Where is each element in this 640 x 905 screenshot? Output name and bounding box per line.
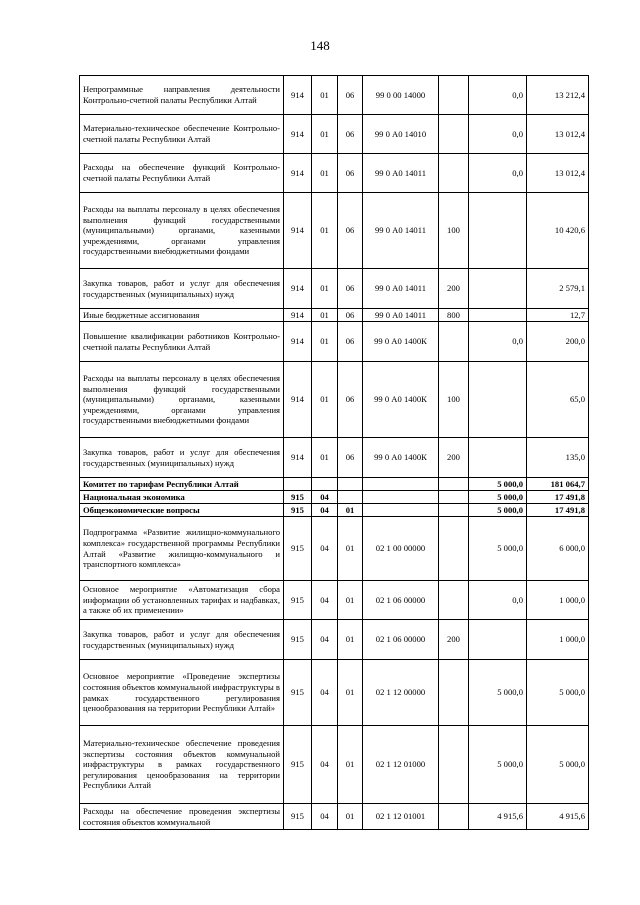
cell-expense-type xyxy=(439,517,469,581)
table-row xyxy=(80,309,589,322)
cell-subsection: 01 xyxy=(338,726,363,804)
cell-grbs: 914 xyxy=(284,76,312,115)
cell-amount-1: 5 000,0 xyxy=(469,504,527,517)
cell-amount-1 xyxy=(469,193,527,269)
cell-section: 01 xyxy=(312,438,338,478)
cell-amount-1 xyxy=(469,362,527,438)
table-row xyxy=(80,193,589,269)
cell-name: Основное мероприятие «Автоматизация сбора информации об установленных тарифах и надбавках, а также об их применении» xyxy=(80,581,284,620)
cell-expense-type: 200 xyxy=(439,269,469,309)
cell-amount-2: 1 000,0 xyxy=(527,620,589,660)
cell-name: Закупка товаров, работ и услуг для обеспечения государственных (муниципальных) нужд xyxy=(80,438,284,478)
table-row xyxy=(80,726,589,804)
cell-grbs: 914 xyxy=(284,438,312,478)
cell-expense-type xyxy=(439,504,469,517)
cell-subsection: 06 xyxy=(338,362,363,438)
table-body xyxy=(80,76,589,830)
table-row xyxy=(80,362,589,438)
cell-grbs: 914 xyxy=(284,269,312,309)
cell-name: Общеэкономические вопросы xyxy=(80,504,284,517)
cell-target-article: 02 1 12 01001 xyxy=(363,804,439,830)
cell-section: 04 xyxy=(312,804,338,830)
cell-target-article: 02 1 00 00000 xyxy=(363,517,439,581)
cell-subsection: 06 xyxy=(338,309,363,322)
cell-subsection: 01 xyxy=(338,504,363,517)
cell-grbs: 914 xyxy=(284,193,312,269)
table-row xyxy=(80,154,589,193)
cell-expense-type xyxy=(439,804,469,830)
cell-grbs: 915 xyxy=(284,491,312,504)
cell-subsection: 01 xyxy=(338,660,363,726)
cell-subsection: 01 xyxy=(338,620,363,660)
cell-name: Материально-техническое обеспечение проведения экспертизы состояния объектов коммунальной инфраструктуры в рамках государственного регулирования ценообразования на территории Республики Алтай xyxy=(80,726,284,804)
cell-target-article: 99 0 А0 14010 xyxy=(363,115,439,154)
cell-section: 01 xyxy=(312,115,338,154)
cell-subsection: 01 xyxy=(338,804,363,830)
cell-grbs: 915 xyxy=(284,581,312,620)
cell-amount-1 xyxy=(469,438,527,478)
cell-subsection xyxy=(338,491,363,504)
cell-name: Расходы на обеспечение функций Контрольно-счетной палаты Республики Алтай xyxy=(80,154,284,193)
cell-amount-1: 5 000,0 xyxy=(469,660,527,726)
cell-name: Иные бюджетные ассигнования xyxy=(80,309,284,322)
cell-amount-2: 200,0 xyxy=(527,322,589,362)
cell-amount-1: 4 915,6 xyxy=(469,804,527,830)
cell-grbs: 915 xyxy=(284,726,312,804)
cell-amount-1: 5 000,0 xyxy=(469,726,527,804)
cell-amount-2: 6 000,0 xyxy=(527,517,589,581)
table-row xyxy=(80,660,589,726)
cell-expense-type xyxy=(439,491,469,504)
table-row xyxy=(80,438,589,478)
cell-expense-type xyxy=(439,154,469,193)
cell-subsection: 01 xyxy=(338,581,363,620)
cell-name: Материально-техническое обеспечение Контрольно-счетной палаты Республики Алтай xyxy=(80,115,284,154)
cell-section: 04 xyxy=(312,620,338,660)
cell-subsection: 06 xyxy=(338,322,363,362)
cell-target-article xyxy=(363,504,439,517)
cell-expense-type: 100 xyxy=(439,193,469,269)
cell-section: 01 xyxy=(312,154,338,193)
cell-expense-type xyxy=(439,322,469,362)
cell-name: Расходы на обеспечение проведения экспертизы состояния объектов коммунальной xyxy=(80,804,284,830)
cell-section: 01 xyxy=(312,193,338,269)
cell-amount-2: 17 491,8 xyxy=(527,491,589,504)
cell-amount-2: 135,0 xyxy=(527,438,589,478)
cell-target-article xyxy=(363,478,439,491)
cell-expense-type: 100 xyxy=(439,362,469,438)
cell-amount-2: 2 579,1 xyxy=(527,269,589,309)
cell-subsection: 06 xyxy=(338,438,363,478)
cell-amount-2: 65,0 xyxy=(527,362,589,438)
cell-amount-1: 0,0 xyxy=(469,581,527,620)
table-row xyxy=(80,804,589,830)
table-row xyxy=(80,76,589,115)
table-row xyxy=(80,478,589,491)
cell-subsection: 06 xyxy=(338,154,363,193)
page-number: 148 xyxy=(310,38,330,53)
cell-target-article: 02 1 12 00000 xyxy=(363,660,439,726)
cell-section: 04 xyxy=(312,726,338,804)
cell-target-article: 02 1 06 00000 xyxy=(363,581,439,620)
cell-grbs: 914 xyxy=(284,115,312,154)
cell-name: Закупка товаров, работ и услуг для обеспечения государственных (муниципальных) нужд xyxy=(80,620,284,660)
cell-section: 04 xyxy=(312,517,338,581)
cell-subsection: 06 xyxy=(338,76,363,115)
cell-grbs: 914 xyxy=(284,362,312,438)
cell-target-article xyxy=(363,491,439,504)
cell-expense-type: 800 xyxy=(439,309,469,322)
cell-amount-2: 5 000,0 xyxy=(527,660,589,726)
cell-section: 04 xyxy=(312,491,338,504)
cell-name: Национальная экономика xyxy=(80,491,284,504)
cell-target-article: 99 0 А0 1400К xyxy=(363,362,439,438)
cell-expense-type xyxy=(439,581,469,620)
cell-amount-2: 13 012,4 xyxy=(527,154,589,193)
cell-target-article: 99 0 А0 14011 xyxy=(363,309,439,322)
cell-grbs: 915 xyxy=(284,660,312,726)
cell-amount-2: 10 420,6 xyxy=(527,193,589,269)
cell-amount-1: 0,0 xyxy=(469,76,527,115)
cell-section: 01 xyxy=(312,76,338,115)
cell-section xyxy=(312,478,338,491)
cell-subsection: 06 xyxy=(338,115,363,154)
cell-amount-1 xyxy=(469,620,527,660)
cell-amount-2: 13 212,4 xyxy=(527,76,589,115)
cell-section: 01 xyxy=(312,362,338,438)
cell-name: Основное мероприятие «Проведение экспертизы состояния объектов коммунальной инфраструктуры в рамках государственного регулирования ценообразования на территории Республики Алтай» xyxy=(80,660,284,726)
cell-subsection: 01 xyxy=(338,517,363,581)
cell-name: Повышение квалификации работников Контрольно-счетной палаты Республики Алтай xyxy=(80,322,284,362)
cell-amount-1: 0,0 xyxy=(469,154,527,193)
cell-amount-1: 5 000,0 xyxy=(469,491,527,504)
cell-amount-1: 0,0 xyxy=(469,115,527,154)
cell-section: 01 xyxy=(312,269,338,309)
cell-expense-type: 200 xyxy=(439,438,469,478)
cell-amount-1 xyxy=(469,309,527,322)
cell-subsection xyxy=(338,478,363,491)
cell-target-article: 99 0 00 14000 xyxy=(363,76,439,115)
cell-subsection: 06 xyxy=(338,269,363,309)
table-row xyxy=(80,115,589,154)
table-row xyxy=(80,581,589,620)
cell-grbs: 914 xyxy=(284,154,312,193)
table-row xyxy=(80,504,589,517)
cell-grbs: 914 xyxy=(284,322,312,362)
table-row xyxy=(80,269,589,309)
table-row xyxy=(80,322,589,362)
table-row xyxy=(80,517,589,581)
cell-amount-2: 13 012,4 xyxy=(527,115,589,154)
cell-amount-2: 4 915,6 xyxy=(527,804,589,830)
cell-grbs: 915 xyxy=(284,504,312,517)
table-row xyxy=(80,491,589,504)
cell-target-article: 99 0 А0 14011 xyxy=(363,193,439,269)
cell-amount-2: 181 064,7 xyxy=(527,478,589,491)
cell-grbs xyxy=(284,478,312,491)
cell-section: 04 xyxy=(312,660,338,726)
cell-target-article: 99 0 А0 1400К xyxy=(363,438,439,478)
cell-target-article: 99 0 А0 14011 xyxy=(363,269,439,309)
cell-grbs: 915 xyxy=(284,620,312,660)
cell-section: 04 xyxy=(312,504,338,517)
cell-section: 04 xyxy=(312,581,338,620)
cell-amount-2: 5 000,0 xyxy=(527,726,589,804)
cell-name: Закупка товаров, работ и услуг для обеспечения государственных (муниципальных) нужд xyxy=(80,269,284,309)
cell-amount-1: 5 000,0 xyxy=(469,517,527,581)
cell-expense-type xyxy=(439,115,469,154)
cell-target-article: 99 0 А0 14011 xyxy=(363,154,439,193)
cell-target-article: 99 0 А0 1400К xyxy=(363,322,439,362)
cell-section: 01 xyxy=(312,309,338,322)
cell-expense-type xyxy=(439,478,469,491)
cell-name: Непрограммные направления деятельности Контрольно-счетной палаты Республики Алтай xyxy=(80,76,284,115)
cell-grbs: 914 xyxy=(284,309,312,322)
cell-expense-type xyxy=(439,726,469,804)
cell-amount-1: 0,0 xyxy=(469,322,527,362)
cell-name: Подпрограмма «Развитие жилищно-коммунального комплекса» государственной программы Республики Алтай «Развитие жилищно-коммунального и транспортного комплекса» xyxy=(80,517,284,581)
cell-grbs: 915 xyxy=(284,804,312,830)
cell-amount-1 xyxy=(469,269,527,309)
cell-expense-type xyxy=(439,76,469,115)
cell-section: 01 xyxy=(312,322,338,362)
cell-target-article: 02 1 06 00000 xyxy=(363,620,439,660)
cell-expense-type: 200 xyxy=(439,620,469,660)
cell-amount-2: 1 000,0 xyxy=(527,581,589,620)
cell-name: Расходы на выплаты персоналу в целях обеспечения выполнения функций государственными (муниципальными) органами, казенными учреждениями, органами управления государственными внебюджетными фондами xyxy=(80,193,284,269)
cell-name: Комитет по тарифам Республики Алтай xyxy=(80,478,284,491)
cell-grbs: 915 xyxy=(284,517,312,581)
cell-amount-1: 5 000,0 xyxy=(469,478,527,491)
table-row xyxy=(80,620,589,660)
cell-target-article: 02 1 12 01000 xyxy=(363,726,439,804)
cell-name: Расходы на выплаты персоналу в целях обеспечения выполнения функций государственными (муниципальными) органами, казенными учреждениями, органами управления государственными внебюджетными фондами xyxy=(80,362,284,438)
cell-amount-2: 17 491,8 xyxy=(527,504,589,517)
cell-subsection: 06 xyxy=(338,193,363,269)
cell-amount-2: 12,7 xyxy=(527,309,589,322)
cell-expense-type xyxy=(439,660,469,726)
budget-table xyxy=(79,75,589,830)
